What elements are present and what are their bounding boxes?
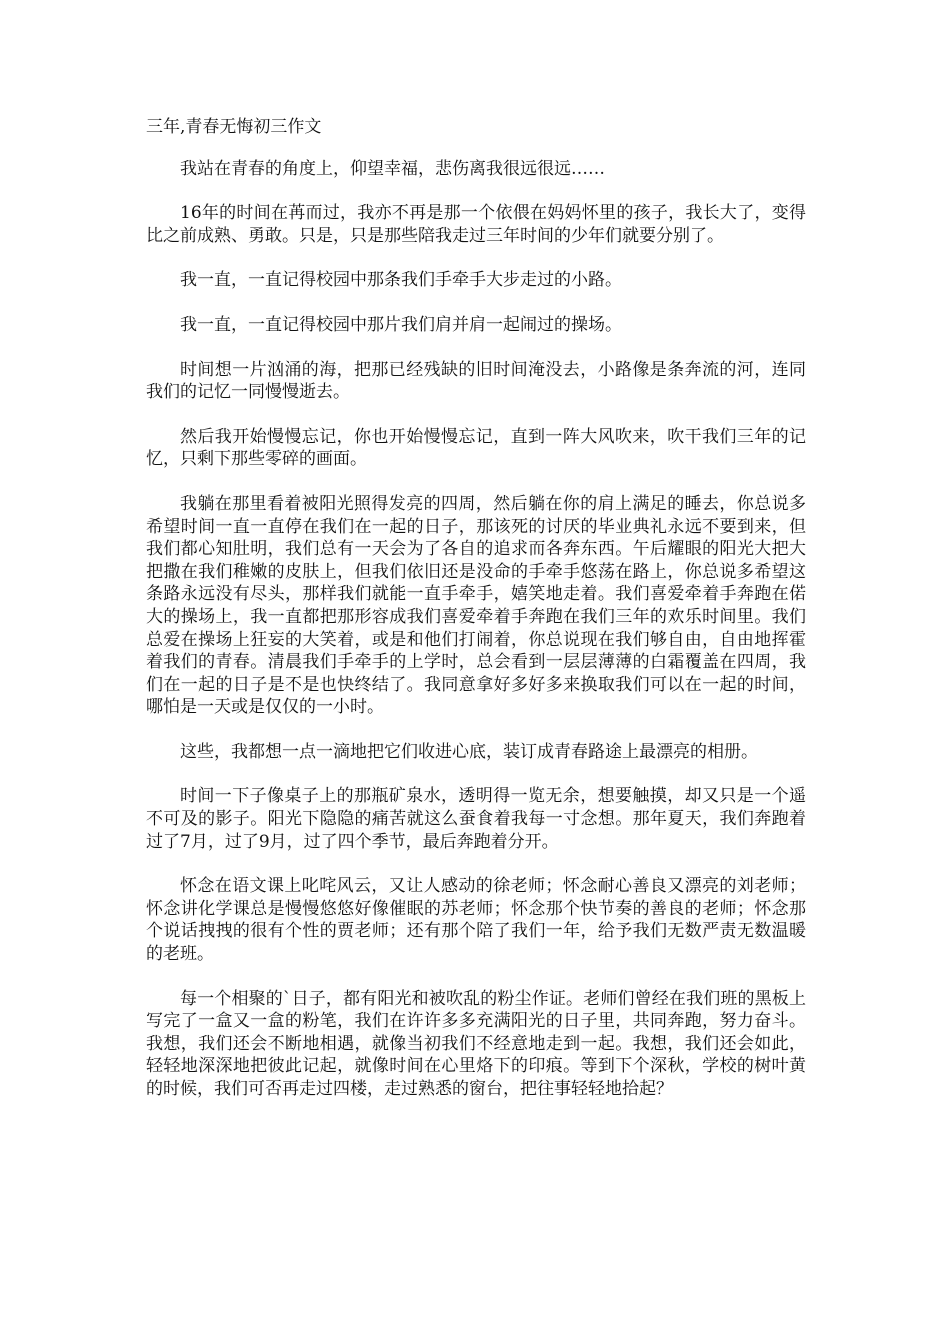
paragraph-8: 这些，我都想一点一滴地把它们收进心底，装订成青春路途上最漂亮的相册。 xyxy=(180,741,758,762)
paragraph-4: 我一直，一直记得校园中那片我们肩并肩一起闹过的操场。 xyxy=(180,314,622,335)
document-page xyxy=(146,116,806,1123)
paragraph-10: 怀念在语文课上叱咤风云，又让人感动的徐老师；怀念耐心善良又漂亮的刘老师；怀念讲化学课总是慢慢悠悠好像催眠的苏老师；怀念那个快节奏的善良的老师；怀念那个说话拽拽的很有个性的贾老师；还有那个陪了我们一年，给予我们无数严责无数温暖的老班。 xyxy=(146,876,806,965)
paragraph-9: 时间一下子像桌子上的那瓶矿泉水，透明得一览无余，想要触摸，却又只是一个遥不可及的影子。阳光下隐隐的痛苦就这么蚕食着我每一寸念想。那年夏天，我们奔跑着过了7月，过了9月，过了四个季节，最后奔跑着分开。 xyxy=(146,786,806,852)
paragraph-11: 每一个相聚的`日子，都有阳光和被吹乱的粉尘作证。老师们曾经在我们班的黑板上写完了一盒又一盒的粉笔，我们在许许多多充满阳光的日子里，共同奔跑，努力奋斗。我想，我们还会不断地相遇，就像当初我们不经意地走到一起。我想，我们还会如此，轻轻地深深地把彼此记起，就像时间在心里烙下的印痕。等到下个深秋，学校的树叶黄的时候，我们可否再走过四楼，走过熟悉的窗台，把往事轻轻地拾起？ xyxy=(146,988,806,1099)
paragraph-3: 我一直，一直记得校园中那条我们手牵手大步走过的小路。 xyxy=(180,270,622,291)
paragraph-6: 然后我开始慢慢忘记，你也开始慢慢忘记，直到一阵大风吹来，吹干我们三年的记忆，只剩下那些零碎的画面。 xyxy=(146,426,806,470)
paragraph-5: 时间想一片汹涌的海，把那已经残缺的旧时间淹没去，小路像是条奔流的河，连同我们的记忆一同慢慢逝去。 xyxy=(146,359,806,403)
paragraph-1: 我站在青春的角度上，仰望幸福，悲伤离我很远很远…… xyxy=(180,158,605,179)
document-title: 三年,青春无悔初三作文 xyxy=(146,117,322,137)
paragraph-2: 16年的时间在苒而过，我亦不再是那一个依偎在妈妈怀里的孩子，我长大了，变得比之前成熟、勇敢。只是，只是那些陪我走过三年时间的少年们就要分别了。 xyxy=(146,203,806,246)
paragraph-7: 我躺在那里看着被阳光照得发亮的四周，然后躺在你的肩上满足的睡去，你总说多希望时间一直一直停在我们在一起的日子，那该死的讨厌的毕业典礼永远不要到来，但我们都心知肚明，我们总有一天会为了各自的追求而各奔东西。午后耀眼的阳光大把大把撒在我们稚嫩的皮肤上，但我们依旧还是没命的手牵手悠荡在路上，你总说多希望这条路永远没有尽头，那样我们就能一直手牵手，嬉笑地走着。我们喜爱牵着手奔跑在偌大的操场上，我一直都把那形容成我们喜爱牵着手奔跑在我们三年的欢乐时间里。我们总爱在操场上狂妄的大笑着，或是和他们打闹着，你总说现在我们够自由，自由地挥霍着我们的青春。清晨我们手牵手的上学时，总会看到一层层薄薄的白霜覆盖在四周，我们在一起的日子是不是也快终结了。我同意拿好多好多来换取我们可以在一起的时间，哪怕是一天或是仅仅的一小时。 xyxy=(146,493,806,718)
